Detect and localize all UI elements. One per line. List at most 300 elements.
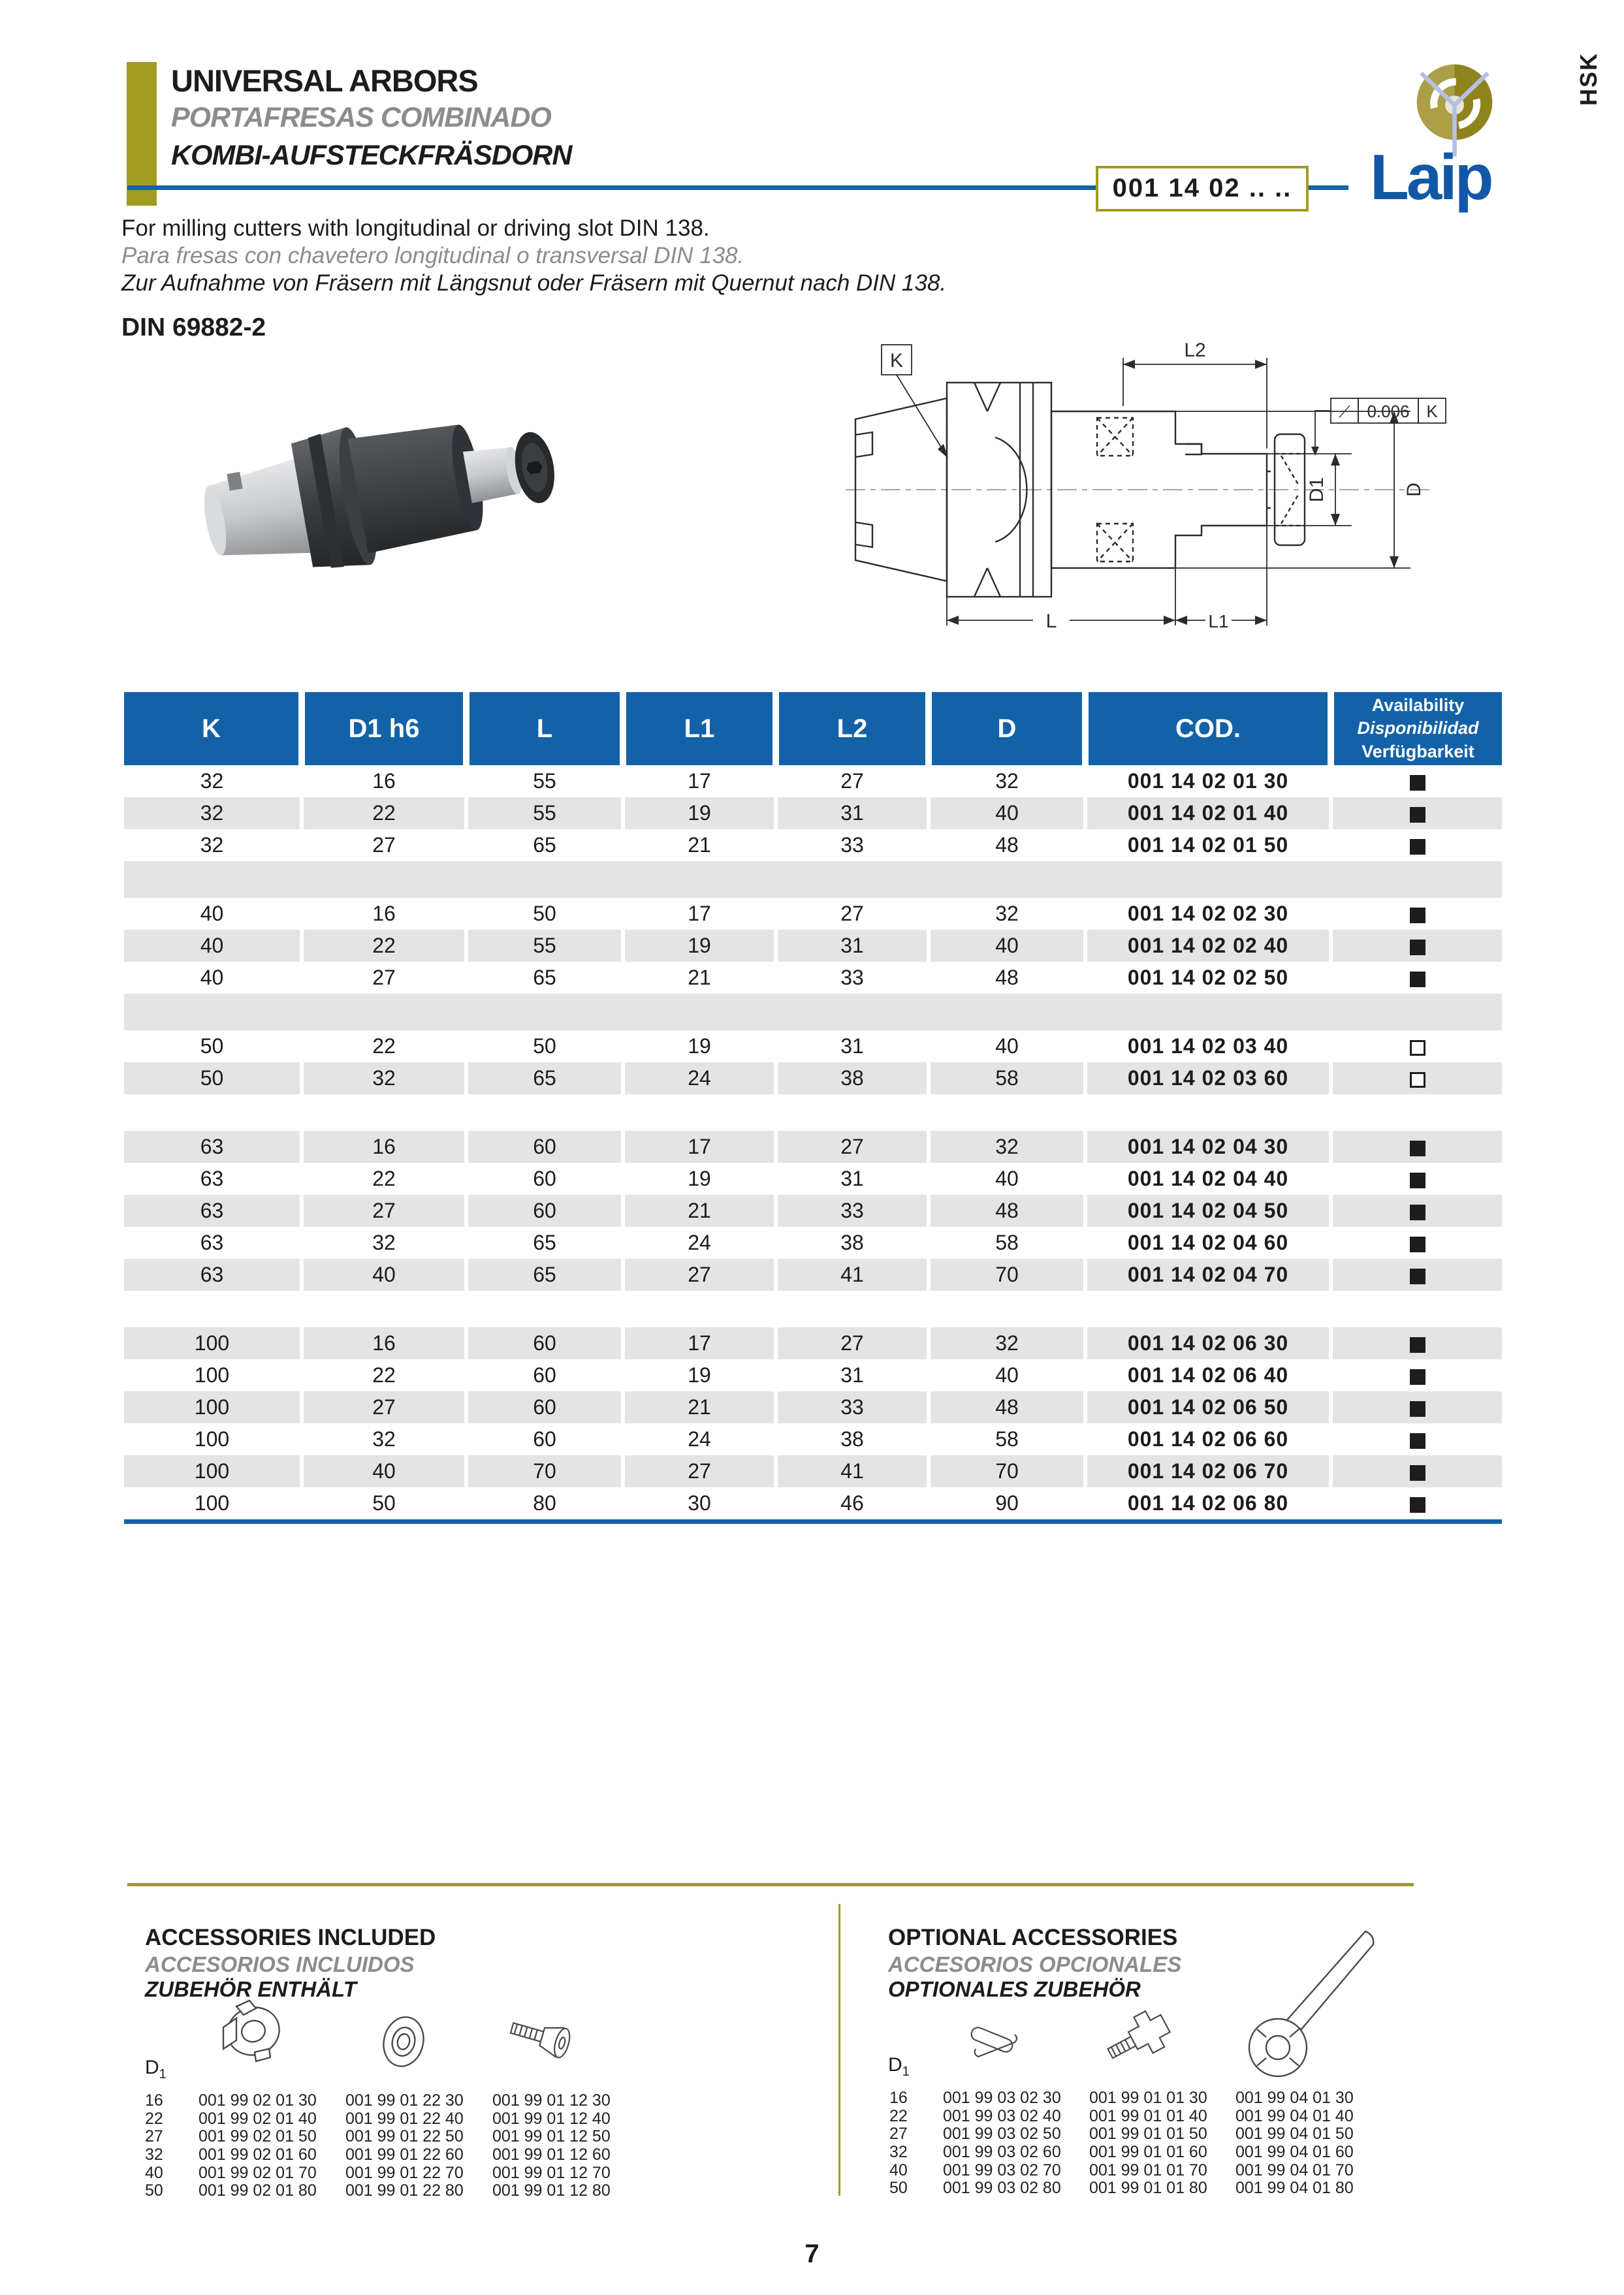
cell-d: 48 — [929, 1195, 1085, 1227]
cell-availability — [1331, 829, 1502, 861]
dim-label-d: D — [1403, 483, 1425, 497]
cell-l2: 33 — [776, 1391, 929, 1423]
cell-d1: 32 — [302, 1423, 466, 1455]
clamping-screw-icon — [1100, 1999, 1177, 2079]
header-accent-bar — [127, 62, 157, 206]
cell-d: 32 — [929, 898, 1085, 930]
cell-cod: 001 14 02 06 50 — [1085, 1391, 1331, 1423]
accessory-code: 001 99 04 01 50 — [1235, 2125, 1354, 2144]
cell-l2: 33 — [776, 829, 929, 861]
cell-l1: 19 — [623, 797, 776, 829]
cell-d: 48 — [929, 829, 1085, 861]
availability-filled-icon — [1410, 1369, 1425, 1385]
accessory-code: 001 99 01 12 50 — [492, 2127, 611, 2146]
cell-l: 65 — [466, 1062, 623, 1094]
accessory-code: 001 99 04 01 30 — [1235, 2089, 1354, 2108]
cell-l: 65 — [466, 1259, 623, 1291]
dim-label-k: K — [889, 350, 904, 372]
cell-l1: 17 — [623, 1327, 776, 1359]
cell-l2: 41 — [776, 1455, 929, 1487]
table-row — [124, 962, 1502, 994]
col-header-availability — [1331, 692, 1502, 765]
cell-l2: 27 — [776, 1327, 929, 1359]
availability-filled-icon — [1410, 972, 1425, 987]
availability-filled-icon — [1410, 1465, 1425, 1481]
cell-l: 60 — [466, 1163, 623, 1195]
accessory-code: 001 99 01 01 60 — [1089, 2143, 1207, 2162]
cell-l: 60 — [466, 1327, 623, 1359]
accessories-divider — [838, 1904, 840, 2196]
accessory-code: 001 99 02 01 70 — [199, 2163, 317, 2182]
cell-d: 90 — [929, 1487, 1085, 1519]
cell-d: 32 — [929, 1327, 1085, 1359]
cell-availability — [1331, 1327, 1502, 1359]
runout-symbol-icon: ⟋ — [1339, 403, 1350, 421]
cell-l2: 41 — [776, 1259, 929, 1291]
col-header-l1: L1 — [623, 692, 776, 765]
cell-l1: 21 — [623, 962, 776, 994]
cell-availability — [1331, 1259, 1502, 1291]
availability-empty-icon — [1410, 1072, 1425, 1088]
col-header-k: K — [124, 692, 302, 765]
cell-d1: 22 — [302, 1359, 466, 1391]
table-spacer-row — [124, 861, 1502, 898]
cell-k: 100 — [124, 1359, 302, 1391]
accessory-d1-value: 40 — [145, 2163, 163, 2182]
cell-cod: 001 14 02 06 30 — [1085, 1327, 1331, 1359]
availability-filled-icon — [1410, 839, 1425, 855]
cell-d: 70 — [929, 1455, 1085, 1487]
cell-k: 32 — [124, 797, 302, 829]
optional-accessories-title-en: OPTIONAL ACCESSORIES — [888, 1925, 1178, 1950]
table-row — [124, 797, 1502, 829]
cell-d1: 16 — [302, 898, 466, 930]
accessory-code: 001 99 02 01 40 — [199, 2109, 317, 2128]
cell-cod: 001 14 02 04 50 — [1085, 1195, 1331, 1227]
cell-k: 40 — [124, 898, 302, 930]
table-row — [124, 1391, 1502, 1423]
cell-cod: 001 14 02 02 50 — [1085, 962, 1331, 994]
table-row — [124, 1227, 1502, 1259]
page-number: 7 — [804, 2240, 820, 2268]
availability-header-de: Verfügbarkeit — [1361, 741, 1474, 761]
cell-l2: 46 — [776, 1487, 929, 1519]
dim-label-l1: L1 — [1208, 611, 1229, 631]
cell-d1: 22 — [302, 1163, 466, 1195]
cell-d: 58 — [929, 1227, 1085, 1259]
accessory-d1-value: 50 — [145, 2181, 163, 2200]
cell-l: 70 — [466, 1455, 623, 1487]
availability-filled-icon — [1410, 1141, 1425, 1156]
cell-k: 100 — [124, 1327, 302, 1359]
table-spacer-row — [124, 994, 1502, 1030]
page-title-es: PORTAFRESAS COMBINADO — [171, 102, 551, 133]
table-row — [124, 1195, 1502, 1227]
cell-l1: 21 — [623, 829, 776, 861]
cell-cod: 001 14 02 02 30 — [1085, 898, 1331, 930]
cell-l1: 27 — [623, 1259, 776, 1291]
cell-d: 70 — [929, 1259, 1085, 1291]
intro-line-es: Para fresas con chavetero longitudinal o transversal DIN 138. — [121, 243, 744, 268]
arbor-table-body — [124, 765, 1502, 1519]
cell-d: 58 — [929, 1423, 1085, 1455]
cell-availability — [1331, 1455, 1502, 1487]
dim-label-l: L — [1045, 610, 1057, 632]
cell-l: 65 — [466, 829, 623, 861]
cell-d1: 32 — [302, 1227, 466, 1259]
drive-flange-icon — [214, 1995, 287, 2068]
spacer-cell — [124, 1291, 1502, 1327]
col-header-d: D — [929, 692, 1085, 765]
cell-availability — [1331, 797, 1502, 829]
table-row — [124, 1062, 1502, 1094]
accessory-code: 001 99 02 01 30 — [199, 2091, 317, 2110]
availability-filled-icon — [1410, 1173, 1425, 1188]
cell-k: 32 — [124, 829, 302, 861]
cell-availability — [1331, 898, 1502, 930]
cell-d1: 40 — [302, 1259, 466, 1291]
optional-accessories-title-es: ACCESORIOS OPCIONALES — [888, 1952, 1182, 1976]
cell-k: 63 — [124, 1163, 302, 1195]
optional-accessories-table — [889, 2089, 1382, 2198]
accessory-code: 001 99 01 12 40 — [492, 2109, 611, 2128]
availability-filled-icon — [1410, 908, 1425, 923]
accessory-code: 001 99 01 22 40 — [345, 2109, 464, 2128]
table-row — [124, 1455, 1502, 1487]
accessory-d1-value: 32 — [889, 2143, 908, 2162]
cell-cod: 001 14 02 04 30 — [1085, 1131, 1331, 1163]
cell-l: 60 — [466, 1391, 623, 1423]
accessory-code: 001 99 01 01 50 — [1089, 2125, 1207, 2144]
accessory-code: 001 99 01 01 40 — [1089, 2106, 1207, 2125]
accessories-included-table — [145, 2092, 639, 2200]
cell-d1: 27 — [302, 829, 466, 861]
cell-d: 48 — [929, 962, 1085, 994]
table-row — [124, 1030, 1502, 1062]
accessory-code: 001 99 01 22 50 — [345, 2127, 464, 2146]
brand-wordmark: Laip — [1370, 141, 1491, 213]
cell-cod: 001 14 02 06 40 — [1085, 1359, 1331, 1391]
cell-l1: 17 — [623, 898, 776, 930]
table-row — [124, 930, 1502, 962]
cell-availability — [1331, 962, 1502, 994]
accessory-code: 001 99 03 02 70 — [943, 2160, 1061, 2179]
cell-cod: 001 14 02 04 40 — [1085, 1163, 1331, 1195]
spacer-cell — [124, 1094, 1502, 1131]
cell-d: 32 — [929, 1131, 1085, 1163]
availability-filled-icon — [1410, 1205, 1425, 1220]
table-row — [124, 1359, 1502, 1391]
cell-d: 32 — [929, 765, 1085, 797]
cell-d: 40 — [929, 1030, 1085, 1062]
cell-d1: 27 — [302, 962, 466, 994]
cell-cod: 001 14 02 02 40 — [1085, 930, 1331, 962]
product-photo — [167, 353, 584, 627]
cell-l1: 19 — [623, 1163, 776, 1195]
accessory-code: 001 99 01 22 60 — [345, 2145, 464, 2164]
table-row — [124, 1131, 1502, 1163]
availability-filled-icon — [1410, 1237, 1425, 1252]
cell-availability — [1331, 1131, 1502, 1163]
cell-cod: 001 14 02 01 50 — [1085, 829, 1331, 861]
cell-availability — [1331, 1423, 1502, 1455]
cell-l2: 38 — [776, 1062, 929, 1094]
table-spacer-row — [124, 1094, 1502, 1131]
cell-l2: 27 — [776, 898, 929, 930]
cell-l1: 24 — [623, 1227, 776, 1259]
cell-k: 50 — [124, 1062, 302, 1094]
accessory-d1-value: 22 — [145, 2109, 163, 2128]
d1-column-label: $D_1$ — [888, 2054, 910, 2079]
accessory-code: 001 99 04 01 70 — [1235, 2160, 1354, 2179]
cell-l1: 27 — [623, 1455, 776, 1487]
accessory-d1-value: 27 — [889, 2125, 908, 2144]
accessory-code: 001 99 01 12 80 — [492, 2181, 611, 2200]
spacer-cell — [124, 994, 1502, 1030]
cell-availability — [1331, 930, 1502, 962]
cell-l1: 24 — [623, 1062, 776, 1094]
availability-header-es: Disponibilidad — [1357, 718, 1479, 738]
accessory-code: 001 99 01 01 70 — [1089, 2160, 1207, 2179]
cell-cod: 001 14 02 04 60 — [1085, 1227, 1331, 1259]
cell-d1: 32 — [302, 1062, 466, 1094]
cell-l1: 17 — [623, 765, 776, 797]
accessory-code: 001 99 01 22 80 — [345, 2181, 464, 2200]
cell-d: 58 — [929, 1062, 1085, 1094]
cell-d: 40 — [929, 797, 1085, 829]
accessory-code: 001 99 04 01 40 — [1235, 2106, 1354, 2125]
cell-k: 63 — [124, 1131, 302, 1163]
arbor-screw-icon — [506, 2010, 581, 2070]
cell-l2: 27 — [776, 1131, 929, 1163]
hsk-side-tab: HSK — [1575, 52, 1602, 106]
cell-d1: 16 — [302, 765, 466, 797]
product-code-box: 001 14 02 .. .. — [1096, 166, 1309, 212]
cell-l: 55 — [466, 765, 623, 797]
accessory-code: 001 99 03 02 30 — [943, 2089, 1061, 2108]
cell-d1: 40 — [302, 1455, 466, 1487]
cell-l2: 31 — [776, 1359, 929, 1391]
availability-filled-icon — [1410, 940, 1425, 955]
cell-availability — [1331, 1195, 1502, 1227]
accessory-d1-value: 32 — [145, 2145, 163, 2164]
table-bottom-rule — [124, 1519, 1502, 1524]
availability-filled-icon — [1410, 775, 1425, 791]
intro-line-en: For milling cutters with longitudinal or driving slot DIN 138. — [121, 215, 710, 241]
accessory-d1-value: 16 — [889, 2089, 908, 2108]
cell-availability — [1331, 1163, 1502, 1195]
cell-d: 40 — [929, 1163, 1085, 1195]
feather-key-icon — [965, 2019, 1025, 2066]
runout-value: 0.006 — [1367, 402, 1410, 421]
col-header-l: L — [466, 692, 623, 765]
accessory-code: 001 99 01 01 30 — [1089, 2089, 1207, 2108]
accessory-d1-value: 27 — [145, 2127, 163, 2146]
accessory-code: 001 99 04 01 60 — [1235, 2143, 1354, 2162]
optional-accessories-title-de: OPTIONALES ZUBEHÖR — [888, 1977, 1141, 2001]
col-header-l2: L2 — [776, 692, 929, 765]
table-row — [124, 1327, 1502, 1359]
cell-l2: 38 — [776, 1423, 929, 1455]
accessories-included-title-es: ACCESORIOS INCLUIDOS — [145, 1952, 415, 1976]
cell-l: 60 — [466, 1359, 623, 1391]
cell-l: 80 — [466, 1487, 623, 1519]
cell-availability — [1331, 1391, 1502, 1423]
cell-l2: 31 — [776, 1030, 929, 1062]
cell-cod: 001 14 02 06 60 — [1085, 1423, 1331, 1455]
cell-availability — [1331, 1487, 1502, 1519]
cell-k: 63 — [124, 1259, 302, 1291]
cell-l2: 31 — [776, 930, 929, 962]
cell-l: 55 — [466, 930, 623, 962]
accessory-code: 001 99 02 01 50 — [199, 2127, 317, 2146]
availability-header-en: Availability — [1371, 695, 1465, 716]
cell-availability — [1331, 1030, 1502, 1062]
cell-k: 100 — [124, 1391, 302, 1423]
cell-l: 50 — [466, 1030, 623, 1062]
accessory-d1-value: 40 — [889, 2160, 908, 2179]
cell-cod: 001 14 02 03 40 — [1085, 1030, 1331, 1062]
table-row — [124, 898, 1502, 930]
accessory-d1-value: 50 — [889, 2179, 908, 2198]
cell-l2: 31 — [776, 1163, 929, 1195]
availability-empty-icon — [1410, 1040, 1425, 1056]
cell-k: 100 — [124, 1455, 302, 1487]
table-spacer-row — [124, 1291, 1502, 1327]
accessory-code: 001 99 03 02 60 — [943, 2143, 1061, 2162]
cell-d1: 22 — [302, 1030, 466, 1062]
cell-l1: 21 — [623, 1195, 776, 1227]
cell-d1: 16 — [302, 1327, 466, 1359]
cell-k: 50 — [124, 1030, 302, 1062]
cell-l: 50 — [466, 898, 623, 930]
cell-l1: 17 — [623, 1131, 776, 1163]
cell-k: 63 — [124, 1227, 302, 1259]
accessory-code: 001 99 02 01 80 — [199, 2181, 317, 2200]
cell-k: 100 — [124, 1423, 302, 1455]
cell-l2: 33 — [776, 1195, 929, 1227]
cell-d1: 27 — [302, 1391, 466, 1423]
cell-l: 65 — [466, 962, 623, 994]
accessory-code: 001 99 03 02 50 — [943, 2125, 1061, 2144]
accessory-code: 001 99 01 01 80 — [1089, 2179, 1207, 2198]
cell-availability — [1331, 1359, 1502, 1391]
cell-l1: 30 — [623, 1487, 776, 1519]
cell-l1: 19 — [623, 930, 776, 962]
face-wrench-icon — [1237, 1926, 1393, 2081]
cell-l1: 21 — [623, 1391, 776, 1423]
table-row — [124, 1259, 1502, 1291]
cell-k: 40 — [124, 962, 302, 994]
cell-cod: 001 14 02 06 70 — [1085, 1455, 1331, 1487]
cell-l1: 19 — [623, 1030, 776, 1062]
cell-l: 55 — [466, 797, 623, 829]
cell-k: 100 — [124, 1487, 302, 1519]
table-row — [124, 829, 1502, 861]
accessory-code: 001 99 04 01 80 — [1235, 2179, 1354, 2198]
accessory-code: 001 99 01 22 30 — [345, 2091, 464, 2110]
accessory-code: 001 99 03 02 40 — [943, 2106, 1061, 2125]
availability-filled-icon — [1410, 1433, 1425, 1449]
availability-filled-icon — [1410, 1497, 1425, 1513]
availability-filled-icon — [1410, 1337, 1425, 1353]
accessory-code: 001 99 01 12 30 — [492, 2091, 611, 2110]
spacer-ring-icon — [377, 2013, 430, 2070]
runout-datum: K — [1426, 402, 1438, 421]
cell-availability — [1331, 1062, 1502, 1094]
cell-k: 32 — [124, 765, 302, 797]
cell-l1: 24 — [623, 1423, 776, 1455]
accessories-included-title-en: ACCESSORIES INCLUDED — [145, 1925, 436, 1950]
cell-cod: 001 14 02 03 60 — [1085, 1062, 1331, 1094]
cell-d1: 27 — [302, 1195, 466, 1227]
cell-cod: 001 14 02 06 80 — [1085, 1487, 1331, 1519]
table-row — [124, 1163, 1502, 1195]
cell-d: 40 — [929, 1359, 1085, 1391]
accessories-included-title-de: ZUBEHÖR ENTHÄLT — [145, 1977, 357, 2001]
cell-l2: 33 — [776, 962, 929, 994]
accessory-d1-value: 16 — [145, 2091, 163, 2110]
accessories-top-rule — [127, 1883, 1414, 1886]
arbor-dimensions-table — [124, 692, 1502, 1519]
cell-d1: 16 — [302, 1131, 466, 1163]
col-header-cod: COD. — [1085, 692, 1331, 765]
table-row — [124, 1423, 1502, 1455]
cell-availability — [1331, 1227, 1502, 1259]
cell-l1: 19 — [623, 1359, 776, 1391]
page-title-en: UNIVERSAL ARBORS — [171, 63, 478, 98]
col-header-d1: D1 h6 — [302, 692, 466, 765]
cell-d1: 22 — [302, 797, 466, 829]
accessory-code: 001 99 03 02 80 — [943, 2179, 1061, 2198]
availability-filled-icon — [1410, 1269, 1425, 1284]
page-title-de: KOMBI-AUFSTECKFRÄSDORN — [171, 140, 572, 171]
spacer-cell — [124, 861, 1502, 898]
cell-k: 63 — [124, 1195, 302, 1227]
table-header-row — [124, 692, 1502, 765]
dim-label-d1: D1 — [1306, 477, 1328, 503]
din-standard-label: DIN 69882-2 — [121, 313, 266, 341]
cell-d1: 22 — [302, 930, 466, 962]
accessory-code: 001 99 01 12 60 — [492, 2145, 611, 2164]
cell-l: 60 — [466, 1195, 623, 1227]
cell-l2: 38 — [776, 1227, 929, 1259]
cell-cod: 001 14 02 01 40 — [1085, 797, 1331, 829]
accessory-code: 001 99 01 12 70 — [492, 2163, 611, 2182]
availability-filled-icon — [1410, 1401, 1425, 1417]
cell-availability — [1331, 765, 1502, 797]
table-row — [124, 1487, 1502, 1519]
cell-cod: 001 14 02 01 30 — [1085, 765, 1331, 797]
cell-d: 48 — [929, 1391, 1085, 1423]
table-row — [124, 765, 1502, 797]
cell-l2: 31 — [776, 797, 929, 829]
cell-d1: 50 — [302, 1487, 466, 1519]
cell-l2: 27 — [776, 765, 929, 797]
cell-l: 65 — [466, 1227, 623, 1259]
intro-line-de: Zur Aufnahme von Fräsern mit Längsnut oder Fräsern mit Quernut nach DIN 138. — [121, 270, 947, 296]
cell-k: 40 — [124, 930, 302, 962]
cell-cod: 001 14 02 04 70 — [1085, 1259, 1331, 1291]
cell-l: 60 — [466, 1423, 623, 1455]
accessory-code: 001 99 02 01 60 — [199, 2145, 317, 2164]
cell-l: 60 — [466, 1131, 623, 1163]
availability-filled-icon — [1410, 807, 1425, 823]
d1-column-label: $D_1$ — [145, 2057, 167, 2081]
dim-label-l2: L2 — [1184, 340, 1206, 361]
accessory-code: 001 99 01 22 70 — [345, 2163, 464, 2182]
cell-d: 40 — [929, 930, 1085, 962]
